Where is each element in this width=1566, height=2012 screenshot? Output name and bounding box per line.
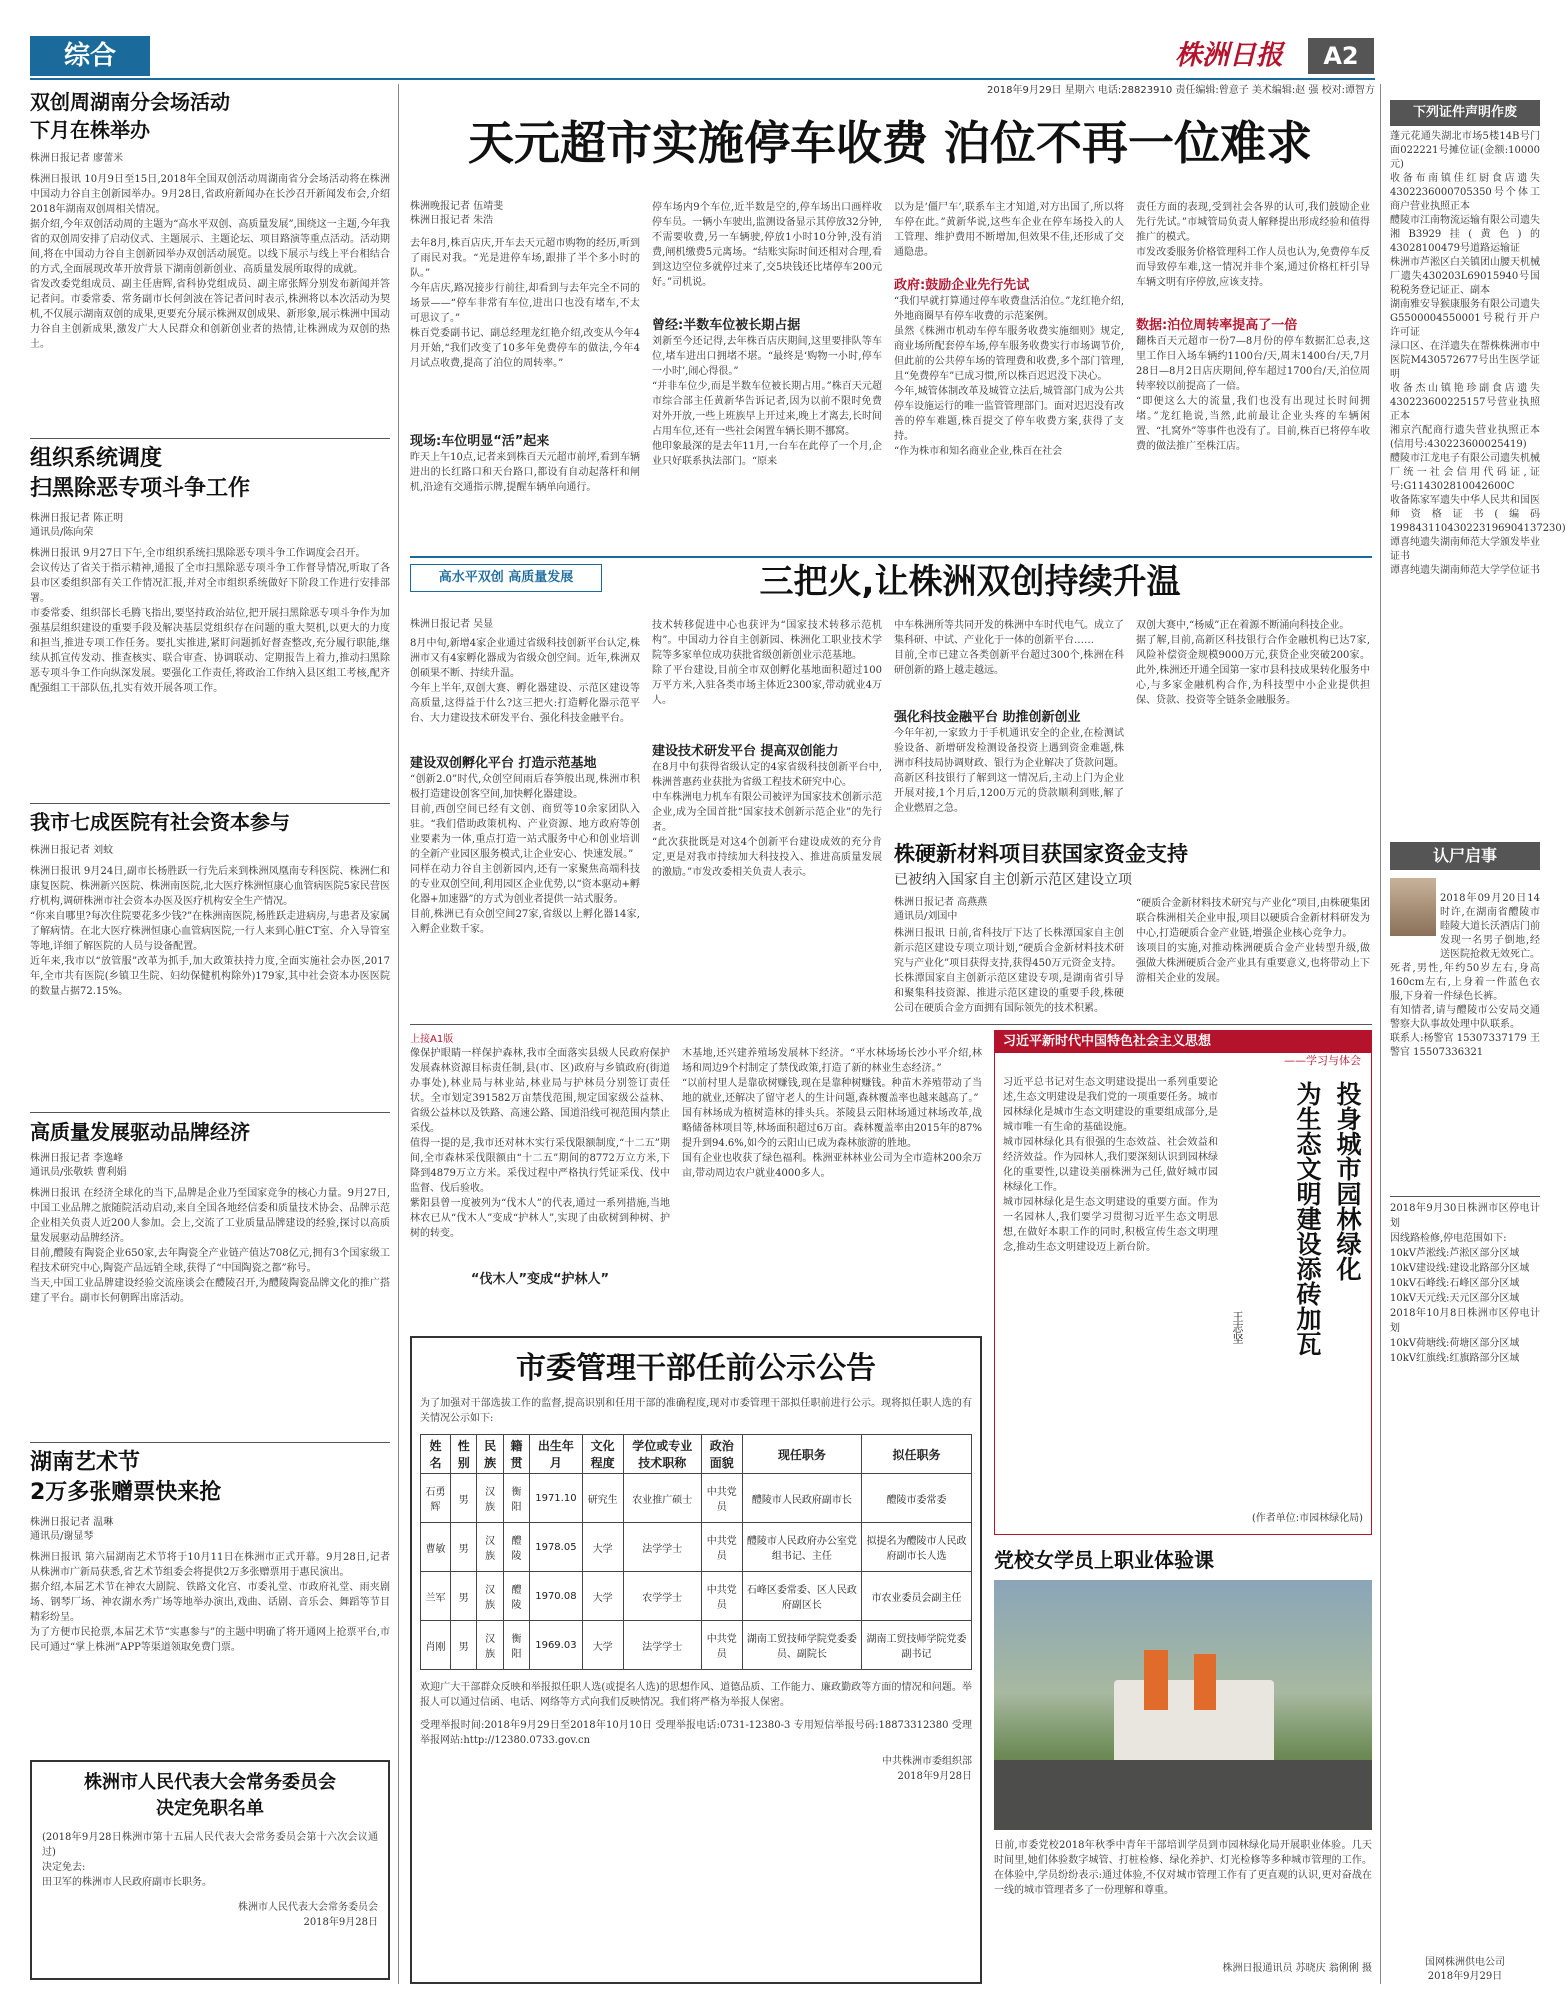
feature-byline: 株洲日报记者 吴显: [410, 619, 494, 630]
headline: 我市七成医院有社会资本参与: [30, 810, 290, 834]
table-header: 拟任职务: [862, 1435, 972, 1474]
table-header: 文化程度: [582, 1435, 623, 1474]
lead-headline: 天元超市实施停车收费 泊位不再一位难求: [467, 116, 1312, 170]
table-header: 现任职务: [742, 1435, 861, 1474]
article-shuangchuang: [30, 84, 390, 434]
notice-text: 欢迎广大干部群众反映和举报拟任职人选(或提名人选)的思想作风、道德品质、工作能力、廉政勤政等方面的情况和问题。举报人可以通过信函、电话、网络等方式向我们反映情况。我们将严格为举报人保密。: [420, 1682, 972, 1708]
feature-col3b: 今年年初,一家致力于手机通讯安全的企业,在检测试验设备、新增研发检测设备投资上遇到资金难题,株洲市科技局协调财政、银行为企业解决了贷款问题。 高新区科技银行了解到这一情况后,主动上门为企业开展对接,1个月后,1200万元的贷款顺利到账,解了企业燃眉之急。: [894, 728, 1124, 814]
lead-col3: 以为是‘僵尸车’,联系车主才知道,对方出国了,所以将车停在此。”黄新华说,这些车企业在停车场投入的人工管理、维护费用不断增加,但效果不佳,还形成了交通隐患。: [894, 202, 1124, 258]
table-header: 籍贯: [503, 1435, 529, 1474]
table-cell: 汉族: [477, 1572, 503, 1621]
table-cell: 汉族: [477, 1621, 503, 1670]
page-number: A2: [1308, 38, 1374, 74]
table-cell: 1969.03: [530, 1621, 582, 1670]
byline: 株洲日报记者 陈正明 通讯员/陈向荣: [30, 513, 124, 538]
article-hospital: [30, 808, 390, 1108]
section-tag: 综合: [30, 36, 150, 76]
corpse-text: 2018年09月20日14时许,在湖南省醴陵市睦陵大道长沃酒店门前发现一名男子倒地,经送医院抢救无效死亡。死者,男性,年约50岁左右,身高160cm左右,上身着一件蓝色衣服,下身着一件绿色长裤。 有知情者,请与醴陵市公安局交通警察大队事故处理中队联系。 联系人:杨警官 15307337179 王警官 15507336321: [1390, 893, 1540, 1058]
table-cell: 拟提名为醴陵市人民政府副市长人选: [862, 1523, 972, 1572]
article-npc-notice: [30, 1760, 390, 1980]
lead-sub4: 数据:泊位周转率提高了一倍: [1136, 318, 1298, 333]
table-row: [421, 1474, 972, 1523]
sidebar-corpse-body: [1390, 878, 1540, 1188]
table-cell: 男: [451, 1621, 477, 1670]
zhuying-col2: “硬质合金新材料技术研究与产业化”项目,由株硬集团联合株洲相关企业申报,项目以硬质合金新材料研发为中心,打造硬质合金产业链,增强企业核心竞争力。 该项目的实施,对推动株洲硬质合金产业转型升级,做强做大株洲硬质合金产业具有重要意义,也将带动上下游相关企业的发展。: [1136, 898, 1370, 984]
lead-sub2: 曾经:半数车位被长期占据: [652, 318, 801, 333]
xi-author: 王志坚: [1231, 1311, 1244, 1344]
continued-tag: 上接A1版: [410, 1034, 454, 1045]
table-cell: 醴陵市人民政府办公室党组书记、主任: [742, 1523, 861, 1572]
lead-col3b: “我们早就打算通过停车收费盘活泊位。”龙红艳介绍,外地商圈早有停车收费的示范案例。 虽然《株洲市机动车停车服务收费实施细则》规定,商业场所配套停车场,停车服务收费实行市场调节价,但此前的公共停车场的管理费和收费,多个部门管理,且“免费停车”已成习惯,所以株百迟迟没下决心。 今年,城管体制改革及城管立法后,城管部门成为公共停车设施运行的唯一监管管理部门。面对迟迟没有改善的停车难题,株百提交了停车收费方案,获得了支持。 “作为株市和知名商业企业,株百在社会: [894, 296, 1124, 457]
feature-col1b: “创新2.0”时代,众创空间雨后春笋般出现,株洲市积极打造建设创客空间,加快孵化器建设。 目前,西创空间已经有文创、商贸等10余家团队入驻。“我们借助政策机构、产业资源、地方政府等创业要素为一体,重点打造一站式服务中心和创业培训的全新产业园区服务模式,让企业安心、快速发展。” 同样在动力谷自主创新园内,还有一家聚焦高端科技的专业双创空间,利用园区企业优势,以“资本驱动+孵化器+加速器”的方式为创业者提供一站式服务。 目前,株洲已有众创空间27家,省级以上孵化器14家,入孵企业数千家。: [410, 774, 640, 935]
forest-sub1: “伐木人”变成“护林人”: [440, 1268, 640, 1287]
table-cell: 农业推广硕士: [623, 1474, 701, 1523]
body: 株洲日报讯 第六届湖南艺术节将于10月11日在株洲市正式开幕。9月28日,记者从株洲市广新局获悉,省艺术节组委会将提供2万多张赠票用于惠民演出。 据介绍,本届艺术节在神农大剧院、铁路文化宫、市委礼堂、市政府礼堂、雨夹剧场、钢琴厂场、神农湖水秀广场等地举办演出,戏曲、话剧、音乐会、舞蹈等节目精彩纷呈。 为了方便市民抢票,本届艺术节“实惠参与”的主题中明确了将开通网上抢票平台,市民可通过“掌上株洲”APP等渠道领取免费门票。: [30, 1552, 390, 1653]
forest-col1: 像保护眼睛一样保护森林,我市全面落实县级人民政府保护发展森林资源目标责任制,县(市、区)政府与乡镇政府(街道办事处),林业局与林业站,林业局与护林员分别签订责任状。全市划定391582万亩禁伐范围,规定国家级公益林、省级公益林以及铁路、高速公路、国道沿线可视范围内禁止采伐。 值得一提的是,我市还对林木实行采伐限额制度,“十二五”期间,全市森林采伐限额由“十二五”期间的8772万立方米,下降到4879万立方米。采伐过程中严格执行凭证采伐、伐中监督、伐后验收。 紫阳县曾一度被列为“伐木人”的代表,通过一系列措施,当地林农已从“伐木人”变成“护林人”,实现了由砍树到种树、护树的转变。: [410, 1048, 670, 1239]
table-cell: 法学学士: [623, 1621, 701, 1670]
zhuying-byline: 株洲日报记者 高燕燕 通讯员/刘国中: [894, 897, 988, 922]
byline: 株洲日报记者 刘蚊: [30, 845, 114, 856]
issue-info: 2018年9月29日 星期六 电话:28823910 责任编辑:曾意子 美术编辑:赵 强 校对:谭智方: [987, 85, 1375, 96]
sidebar-heading-void: 下列证件声明作废: [1390, 100, 1540, 126]
table-header: 民族: [477, 1435, 503, 1474]
table-cell: 湖南工贸技师学院党委委员、副院长: [742, 1621, 861, 1670]
photo-image: [994, 1580, 1372, 1830]
sidebar-footer: 国网株洲供电公司 2018年9月29日: [1425, 1957, 1505, 1982]
article-artfest: [30, 1448, 390, 1748]
lead-col2: 停车场内9个车位,近半数是空的,停车场出口画样收停车员。一辆小车驶出,监测设备显示其停放32分钟,不需要收费,另一车辆驶,停放1小时10分钟,没有消费,闸机缴费5元离场。“结账实际时间还相对合理,看到这边空位多就停过来了,交5块钱还比堵停车200元好。”司机说。: [652, 202, 882, 288]
table-header: 学位或专业技术职称: [623, 1435, 701, 1474]
lead-col4: 责任方面的表现,受到社会各界的认可,我们鼓励企业先行先试。”市城管局负责人解释提出形成经验和值得推广的模式。 市发改委服务价格管理科工作人员也认为,免费停车反而导致停车难,这一情况并非个案,通过价格杠杆引导车辆文明有序停放,应该支持。: [1136, 202, 1370, 288]
table-cell: 1970.08: [530, 1572, 582, 1621]
table-cell: 衡阳: [503, 1621, 529, 1670]
xi-kicker: 习近平新时代中国特色社会主义思想: [995, 1031, 1371, 1053]
table-cell: 1971.10: [530, 1474, 582, 1523]
table-cell: 1978.05: [530, 1523, 582, 1572]
table-cell: 大学: [582, 1621, 623, 1670]
table-row: [421, 1572, 972, 1621]
body: 株洲日报讯 9月27日下午,全市组织系统扫黑除恶专项斗争工作调度会召开。 会议传达了省关于指示精神,通报了全市扫黑除恶专项斗争工作督导情况,听取了各县市区委组织部有关工作情况汇报,并对全市组织系统做好下阶段工作进行安排部署。 市委常委、组织部长毛腾飞指出,要坚持政治站位,把开展扫黑除恶专项斗争作为加强基层组织建设的重要手段及解决基层党组织存在问题的重大契机,以更大的力度和担当,推进专项工作任务。要扎实推进,紧盯问题抓好督查整改,充分履行职能,继续从抓宣传发动、推查核实、联合审查、协调联动、定期报告上着力,推动扫黑除恶专项斗争工作向纵深发展。要强化工作责任,将政治工作纳入县区组工考核,配齐配强组工干部队伍,扎实有效开展各项工作。: [30, 548, 390, 694]
feature-col2: 技术转移促进中心也获评为“国家技术转移示范机构”。中国动力谷自主创新园、株洲化工职业技术学院等多家单位成功获批省级创新创业示范基地。 除了平台建设,目前全市双创孵化基地面积超过100万平方米,入驻各类市场主体近2300家,带动就业4万人。: [652, 620, 882, 706]
lead-col4b: 翻株百天元超市一份7—8月份的停车数据汇总表,这里工作日入场车辆约1100台/天,周末1400台/天,7月28日—8月2日店庆期间,停车超过1700台/天,泊位周转率较以前提高了一倍。 “即便这么大的流量,我们也没有出现过长时间拥堵。”龙红艳说,当然,此前最让企业头疼的车辆闲置、“扎窝外”等事件也没有了。目前,株百已将停车收费的做法推广至株江店。: [1136, 336, 1370, 452]
headline: 双创周湖南分会场活动 下月在株举办: [30, 90, 230, 142]
xi-body: 习近平总书记对生态文明建设提出一系列重要论述,生态文明建设是我们党的一项重要任务。城市园林绿化是城市生态文明建设的重要组成部分,是城市唯一有生命的基础设施。 城市园林绿化具有很强的生态效益、社会效益和经济效益。作为园林人,我们要深刻认识到园林绿化的重要性,以建设美丽株洲为己任,做好城市园林绿化工作。 城市园林绿化是生态文明建设的重要方面。作为一名园林人,我们要学习贯彻习近平生态文明思想,在做好本职工作的同时,积极宣传生态文明理念,推动生态文明建设迈上新台阶。: [1003, 1077, 1218, 1253]
table-cell: 中共党员: [701, 1572, 742, 1621]
zhuying-col1: 株洲日报讯 日前,省科技厅下达了长株潭国家自主创新示范区建设专项立项计划,“硬质合金新材料技术研究与产业化”项目获得支持,获得450万元资金支持。 长株潭国家自主创新示范区建设专项,是湖南省引导和聚集科技资源、推进示范区建设的重要手段,株硬公司在硬质合金方面拥有国际领先的技术积累。: [894, 928, 1124, 1014]
sidebar-power-schedule: 2018年9月30日株洲市区停电计划 因线路检修,停电范围如下: 10kV芦淞线:芦淞区部分区域 10kV建设线:建设北路部分区域 10kV石峰线:石峰区部分区域 10kV天元线:天元区部分区域 2018年10月8日株洲市区停电计划 10kV荷塘线:荷塘区部分区域 10kV红旗线:红旗路部分区域: [1390, 1196, 1540, 1952]
table-cell: 石勇辉: [421, 1474, 451, 1523]
xi-footer: (作者单位:市园林绿化局): [1251, 1513, 1363, 1524]
photo-headline: 党校女学员上职业体验课: [994, 1548, 1214, 1572]
signature: 株洲市人民代表大会常务委员会 2018年9月28日: [238, 1902, 378, 1928]
sidebar-void-list: 蓬元花通失湖北市场5楼14B号门面022221号摊位证(金额:10000元) 收备布南镇佳红厨食店遗失4302236000705350号个体工商户营业执照正本 醴陵市江南物流运输有限公司遗失湘B3929挂(黄色)的43028100479号道路运输证 株洲市芦淞区白关镇团山腰天机械厂遗失430203L69015940号国税税务登记证正、副本 湖南雅安导猴康服务有限公司遗失G5500004550001号税行开户许可证 渌口区、在洋遗失在帮株株洲市中医院M430572677号出生医学证明 收备杰山镇艳珍副食店遗失430223600225157号营业执照正本 湘京汽配商行遗失营业执照正本(信用号:430223600025419) 醴陵市江龙电子有限公司遗失机械厂统一社会信用代码证,证号:G114302810042600C 收备陈家军遗失中华人民共和国医师资格证书(编码199843110430223196904137230) 谭喜纯遗失湖南师范大学颁发毕业证书 谭喜纯遗失湖南师范大学学位证书: [1390, 131, 1566, 576]
table-cell: 汉族: [477, 1523, 503, 1572]
photo-credit: 株洲日报通讯员 苏晓庆 翁俐俐 摄: [1222, 1963, 1372, 1974]
table-header: 姓名: [421, 1435, 451, 1474]
notice-intro: 为了加强对干部选拔工作的监督,提高识别和任用干部的准确程度,现对市委管理干部拟任职前进行公示。现将拟任职人选的有关情况公示如下:: [420, 1398, 972, 1424]
lead-sub3: 政府:鼓励企业先行先试: [894, 278, 1030, 293]
table-cell: 醴陵: [503, 1523, 529, 1572]
xi-kicker2: ——学习与体会: [1284, 1054, 1361, 1067]
feature-headline: 三把火,让株洲双创持续升温: [759, 562, 1181, 602]
lead-col2b: 刘新至今还记得,去年株百店庆期间,这里要排队等车位,堵车进出口拥堵不堪。“最终是‘购物一小时,停车一小时’,闹心得很。” “并非车位少,而是半数车位被长期占用。”株百天元超市综合部主任黄新华告诉记者,因为以前不限时免费对外开放,一些上班族早上开过来,晚上才离去,长时间占用车位,还有一些社会闲置车辆长期不挪窝。 他印象最深的是去年11月,一台车在此停了一个月,企业只好联系执法部门。“原来: [652, 336, 882, 467]
lead-col1: 去年8月,株百店庆,开车去天元超市购物的经历,听到了雨民对我。“光是进停车场,跟排了半个多小时的队。” 今年店庆,路况接步行前往,却看到与去年完全不同的场景——“停车非常有车位,进出口也没有堵车,不太可思议了。” 株百党委副书记、副总经理龙红艳介绍,改变从今年4月开始,“我们改变了10多年免费停车的做法,今年4月试点收费,提高了泊位的周转率。”: [410, 238, 640, 369]
table-cell: 中共党员: [701, 1621, 742, 1670]
table-row: [421, 1621, 972, 1670]
table-cell: 石峰区委常委、区人民政府副区长: [742, 1572, 861, 1621]
table-header: 政治面貌: [701, 1435, 742, 1474]
xi-headline: 投身城市园林绿化 为生态文明建设添砖加瓦: [1293, 1081, 1362, 1356]
table-cell: 大学: [582, 1523, 623, 1572]
notice-signature: 中共株洲市委组织部 2018年9月28日: [882, 1756, 972, 1782]
appointee-table: [420, 1434, 972, 1670]
feature-sub2: 建设技术研发平台 提高双创能力: [652, 744, 839, 759]
byline: 株洲日报记者 李逸峰 通讯员/张敬轶 曹利娟: [30, 1153, 127, 1178]
table-header: 出生年月: [530, 1435, 582, 1474]
feature-sub3: 强化科技金融平台 助推创新创业: [894, 710, 1081, 725]
table-cell: 男: [451, 1523, 477, 1572]
table-cell: 曹敏: [421, 1523, 451, 1572]
table-cell: 男: [451, 1474, 477, 1523]
headline: 湖南艺术节 2万多张赠票快来抢: [30, 1450, 222, 1505]
lead-byline: 株洲晚报记者 伍靖斐 株洲日报记者 朱浩: [410, 201, 504, 226]
table-cell: 男: [451, 1572, 477, 1621]
table-cell: 醴陵市人民政府副市长: [742, 1474, 861, 1523]
table-cell: 兰军: [421, 1572, 451, 1621]
byline: 株洲日报记者 廖蕾米: [30, 153, 124, 164]
feature-col4: 双创大赛中,“杨威”正在着源不断涌向科技企业。 据了解,目前,高新区科技银行合作金融机构已达7家,风险补偿资金规模9000万元,获贷企业突破200家。此外,株洲还开通全国第一家市县科技成果转化服务中心,与多家金融机构合作,为科技型中小企业提供担保、贷款、投资等全链条金融服务。: [1136, 620, 1370, 706]
body: 株洲日报讯 在经济全球化的当下,品牌是企业乃至国家竞争的核心力量。9月27日,中国工业品牌之旅随院活动启动,来自全国各地经信委和质量技术协会、品牌示范企业相关负责人近200人参加。会上,交流了工业质量品牌建设的经验,探讨以高质量发展驱动品牌经济。 目前,醴陵有陶瓷企业650家,去年陶瓷全产业链产值达708亿元,拥有3个国家级工程技术研究中心,陶瓷产品远销全球,获得了“中国陶瓷之都”称号。 当天,中国工业品牌建设经验交流座谈会在醴陵召开,为醴陵陶瓷品牌文化的推广搭建了平台。副市长何朝晖出席活动。: [30, 1188, 390, 1304]
headline: 组织系统调度 扫黑除恶专项斗争工作: [30, 446, 251, 501]
sidebar-heading-corpse: 认尸启事: [1390, 842, 1540, 870]
zhuying-deck: 已被纳入国家自主创新示范区建设立项: [894, 872, 1132, 888]
article-xi-thought: [994, 1030, 1372, 1535]
table-cell: 衡阳: [503, 1474, 529, 1523]
feature-kicker: 高水平双创 高质量发展: [410, 564, 602, 592]
table-cell: 中共党员: [701, 1523, 742, 1572]
zhuying-headline: 株硬新材料项目获国家资金支持: [894, 842, 1188, 866]
headline: 高质量发展驱动品牌经济: [30, 1120, 250, 1144]
notice-headline: 市委管理干部任前公示公告: [516, 1351, 876, 1386]
table-cell: 醴陵: [503, 1572, 529, 1621]
table-cell: 法学学士: [623, 1523, 701, 1572]
table-cell: 农学学士: [623, 1572, 701, 1621]
body: 株洲日报讯 10月9日至15日,2018年全国双创活动周湖南省分会场活动将在株洲中国动力谷自主创新园举办。9月28日,省政府新闻办在长沙召开新闻发布会,介绍2018年湖南双创周相关情况。 据介绍,今年双创活动周的主题为“高水平双创、高质量发展”,围绕这一主题,今年我省的双创周安排了启动仪式、主题展示、主题论坛、项目路演等重点活动。活动期间,将在中国动力谷自主创新园举办双创活动展览。以线下展示与线上平台相结合的方式,全面展现改革开放背景下湖南创新创业、高质量发展所取得的成就。 省发改委党组成员、副主任唐辉,省科协党组成员、副主席张辉分别发布新闻并答记者问。市委常委、常务副市长何剑波在答记者问时表示,株洲将以本次活动为契机,不仅展示湖南双创的成果,更要充分展示株洲双创成果、新形象,展示株洲中国动力谷自主创新成果,激发广大人民群众和创新创业者的热情,让株洲成为双创的热土。: [30, 174, 390, 350]
forest-col2: 木基地,还兴建养殖场发展林下经济。“平水林场场长沙小平介绍,林场和周边9个村制定了禁伐政策,打造了新的林业生态经济。” “以前村里人是靠砍树赚钱,现在是靠种树赚钱。种苗木养殖带动了当地的就业,还解决了留守老人的生计问题,森林覆盖率也越来越高了。” 国有林场成为植树造林的排头兵。茶陵县云阳林场通过林场改革,战略储备林项目等,林场面积超过6万亩。森林覆盖率由2015年的87%提升到94.6%,如今的云阳山已成为森林旅游的胜地。 国有企业也收获了绿色福利。株洲亚林林业公司为全市造林200余万亩,带动周边农户就业4000多人。: [682, 1048, 982, 1179]
paper-logo: 株洲日报: [1175, 40, 1283, 71]
table-cell: 肖刚: [421, 1621, 451, 1670]
table-row: [421, 1523, 972, 1572]
table-cell: 市农业委员会副主任: [862, 1572, 972, 1621]
table-header: 性别: [451, 1435, 477, 1474]
lead-sub1: 现场:车位明显“活”起来: [410, 434, 550, 449]
table-cell: 汉族: [477, 1474, 503, 1523]
notice-contact: 受理举报时间:2018年9月29日至2018年10月10日 受理举报电话:0731-12380-3 专用短信举报号码:18873312380 受理举报网站:http://12380.0733.gov.cn: [420, 1720, 972, 1746]
feature-col2b: 在8月中旬获得省级认定的4家省级科技创新平台中,株洲普惠药业获批为省级工程技术研究中心。 中车株洲电力机车有限公司被评为国家技术创新示范企业,成为全国首批“国家技术创新示范企业”的先行者。 “此次获批既是对这4个创新平台建设成效的充分肯定,更是对我市持续加大科技投入、推进高质量发展的激励。”市发改委相关负责人表示。: [652, 762, 882, 878]
headline: 株洲市人民代表大会常务委员会 决定免职名单: [84, 1772, 336, 1819]
public-notice: [410, 1336, 982, 1984]
byline: 株洲日报记者 温琳 通讯员/谢显琴: [30, 1517, 114, 1542]
photo-caption: 日前,市委党校2018年秋季中青年干部培训学员到市园林绿化局开展职业体验。几天时间里,她们体验数字城管、打桩检修、绿化养护、灯光检修等多种城市管理的工作。在体验中,学员纷纷表示:通过体验,不仅对城市管理工作有了更直观的认识,更对奋战在一线的城市管理者多了一份理解和尊重。: [994, 1840, 1372, 1896]
table-cell: 大学: [582, 1572, 623, 1621]
table-cell: 湖南工贸技师学院党委副书记: [862, 1621, 972, 1670]
table-cell: 研究生: [582, 1474, 623, 1523]
body: 株洲日报讯 9月24日,副市长杨胜跃一行先后来到株洲凤凰南专科医院、株洲仁和康复医院、株洲新兴医院、株洲南医院,北大医疗株洲恒康心血管病医院5家民营医疗机构,调研株洲市社会资本办医及医疗机构安全生产情况。 “你来自哪里?每次住院要花多少钱?”在株洲南医院,杨胜跃走进病房,与患者及家属了解病情。在北大医疗株洲恒康心血管病医院,一行人来到心脏CT室、介入导管室等地,详细了解医院的人员与设备配置。 近年来,我市以“放管服”改革为抓手,加大政策扶持力度,全面实施社会办医,2017年,全市共有医院(乡镇卫生院、妇幼保健机构除外)179家,其中社会资本办医医院的数量占据72.15%。: [30, 866, 390, 997]
table-cell: 醴陵市委常委: [862, 1474, 972, 1523]
feature-col3: 中车株洲所等共同开发的株洲中车时代电气。成立了集科研、中试、产业化于一体的创新平台…… 目前,全市已建立各类创新平台超过300个,株洲在科研创新的路上越走越远。: [894, 620, 1124, 676]
feature-sub1: 建设双创孵化平台 打造示范基地: [410, 756, 597, 771]
table-cell: 中共党员: [701, 1474, 742, 1523]
article-brand: [30, 1118, 390, 1438]
feature-col1: 8月中旬,新增4家企业通过省级科技创新平台认定,株洲市又有4家孵化器成为省级众创空间。近年,株洲双创硕果不断、持续升温。 今年上半年,双创大赛、孵化器建设、示范区建设等高质量,这得益于什么?这三把火:打造孵化器示范平台、大力建设技术研发平台、强化科技金融平台。: [410, 638, 640, 724]
body: (2018年9月28日株洲市第十五届人民代表大会常务委员会第十六次会议通过) 决定免去: 田卫军的株洲市人民政府副市长职务。: [42, 1832, 378, 1888]
lead-col1b: 昨天上午10点,记者来到株百天元超市前坪,看到车辆进出的长红路口和天台路口,都设有自动起落杆和闸机,沿途有交通指示牌,提醒车辆单向通行。: [410, 452, 640, 493]
article-saohei: [30, 444, 390, 799]
